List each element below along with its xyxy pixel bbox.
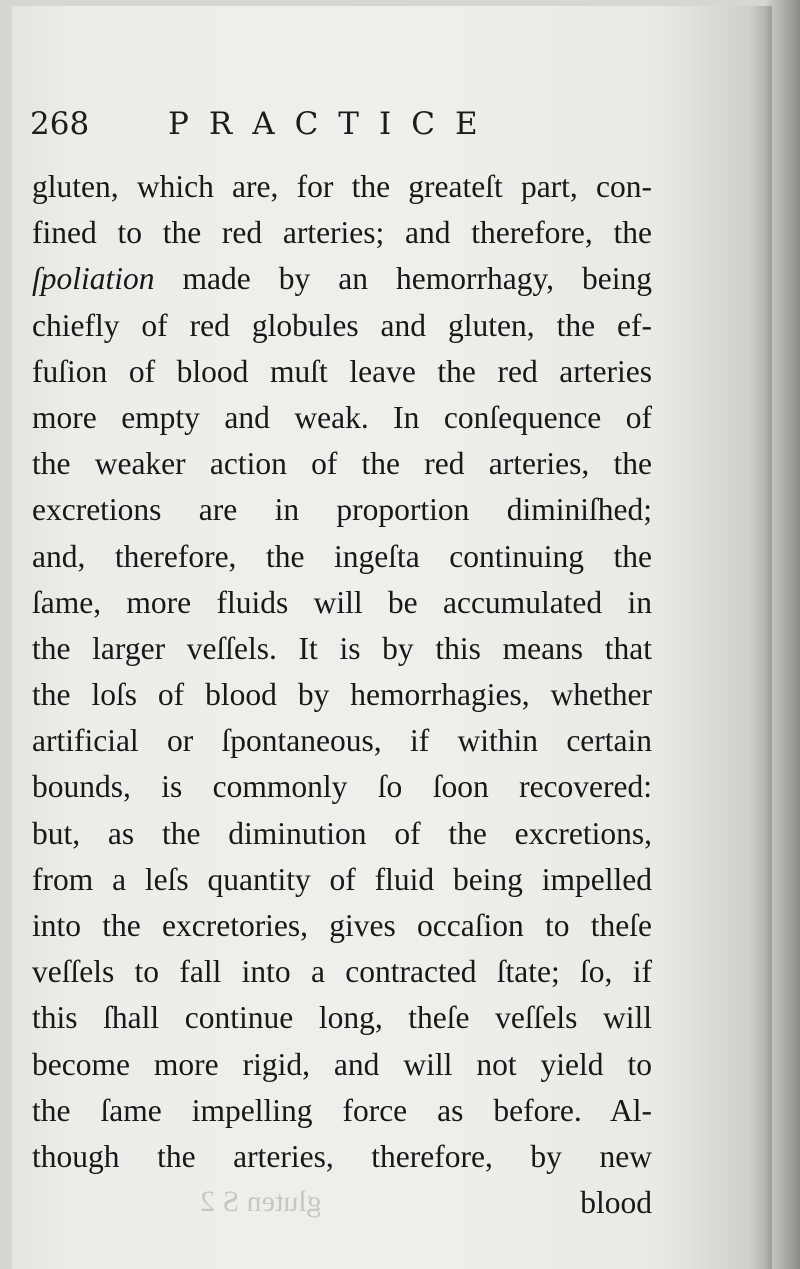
text-line: into the excretories, gives occaſion to theſe xyxy=(32,908,652,943)
text-line: but, as the diminution of the excretions, xyxy=(32,815,652,851)
text-line: more empty and weak. In conſequence of xyxy=(32,399,652,435)
text-line: though the arteries, therefore, by new xyxy=(32,1138,652,1174)
text-line: chiefly of red globules and gluten, the ef- xyxy=(32,307,652,343)
text-line: and, therefore, the ingeſta continuing the xyxy=(32,538,652,574)
text-line: veſſels to fall into a contracted ſtate; ſo, if xyxy=(32,954,652,990)
text-line: ſame, more fluids will be accumulated in xyxy=(32,584,652,620)
text-line: from a leſs quantity of fluid being impelled xyxy=(32,861,652,897)
text-line: the ſame impelling force as before. Al- xyxy=(32,1092,652,1128)
text-line: the weaker action of the red arteries, the xyxy=(32,446,652,482)
text-line: this ſhall continue long, theſe veſſels will xyxy=(32,1000,652,1036)
page-number: 268 xyxy=(30,106,90,142)
text-line: the loſs of blood by hemorrhagies, whether xyxy=(32,677,652,713)
body-text xyxy=(32,164,652,1226)
text-line: gluten, which are, for the greateſt part, con- xyxy=(32,169,652,204)
text-line: become more rigid, and will not yield to xyxy=(32,1046,652,1082)
text-line: bounds, is commonly ſo ſoon recovered: xyxy=(32,769,652,805)
text-line-with-italic xyxy=(32,256,652,302)
bleed-through-text: gluten S 2 xyxy=(200,1185,322,1218)
running-head: PRACTICE xyxy=(168,106,498,142)
page-header xyxy=(30,102,650,146)
text-line: artificial or ſpontaneous, if within certain xyxy=(32,723,652,759)
text-line: excretions are in proportion diminiſhed; xyxy=(32,492,652,528)
text-line: the larger veſſels. It is by this means that xyxy=(32,630,652,666)
text-fragment: made by an hemorrhagy, being xyxy=(182,261,653,297)
binding-shadow xyxy=(764,0,800,1269)
text-line: fined to the red arteries; and therefore, the xyxy=(32,215,652,251)
text-line: fuſion of blood muſt leave the red arteries xyxy=(32,353,652,389)
catchword: blood xyxy=(580,1185,652,1221)
italic-word: ſpoliation xyxy=(32,261,155,297)
